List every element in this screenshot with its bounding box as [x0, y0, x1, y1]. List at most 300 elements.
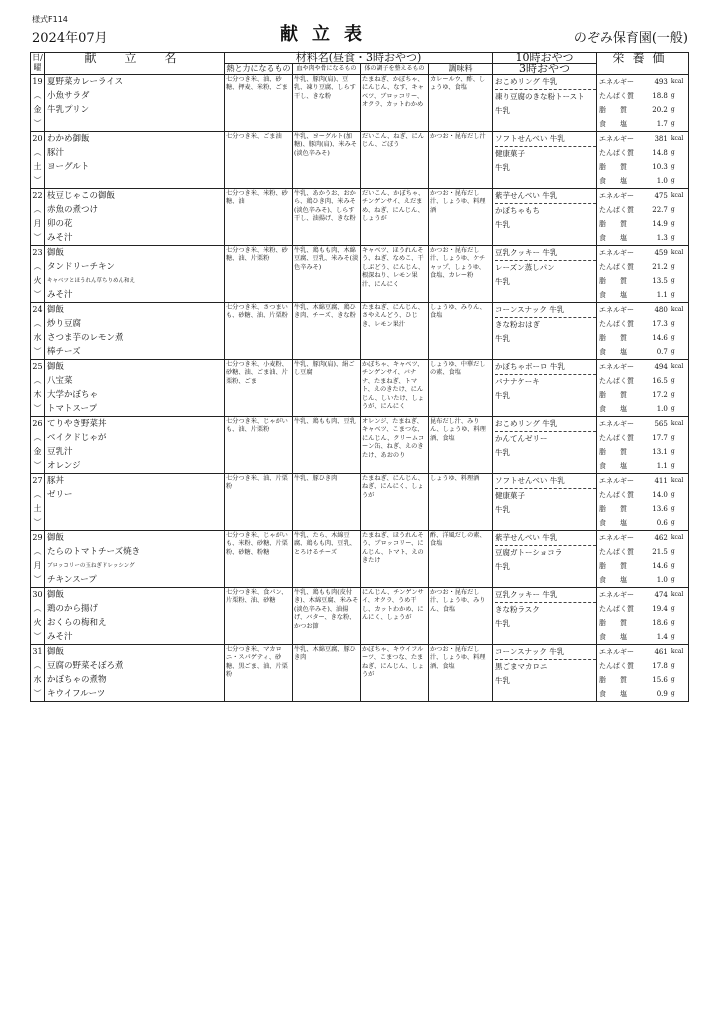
nutrition-header: 栄養価: [597, 53, 689, 75]
ingredient-condition: たまねぎ、にんじん、ねぎ、にんにく、しょうが: [361, 474, 429, 531]
snack-cell: [493, 246, 597, 303]
ingredient-seasoning: カレールウ、酢、しょうゆ、食塩: [429, 75, 493, 132]
snack-cell: [493, 132, 597, 189]
snack-pm-drink: 牛乳: [495, 562, 511, 571]
nutrient-value: 21.2: [652, 263, 668, 271]
nutrient-value: 17.2: [652, 391, 668, 399]
nutrient-unit: g: [670, 662, 675, 669]
nutrition-row: [599, 331, 688, 345]
snack-am: 豆乳クッキー 牛乳: [495, 246, 596, 261]
menu-day-row: [31, 645, 689, 702]
dish-name: たらのトマトチーズ焼き: [47, 547, 141, 557]
nutrient-unit: g: [670, 177, 675, 184]
snack-am: 豆乳クッキー 牛乳: [495, 588, 596, 603]
nutrition-row: [599, 317, 688, 331]
nutrient-label: 脂 質: [599, 334, 628, 342]
ingredient-energy: 七分つき米、米粉、砂糖、油: [225, 189, 293, 246]
snack-cell: [493, 360, 597, 417]
nutrition-row: [599, 274, 688, 288]
nutrient-unit: g: [670, 149, 675, 156]
nutrient-unit: g: [670, 377, 675, 384]
ingredients-header: 材料名(昼食・3時おやつ): [225, 53, 493, 64]
nutrition-row: [599, 459, 688, 473]
menu-day-row: [31, 531, 689, 588]
dish-name: 御飯: [47, 533, 65, 543]
dish-name: チキンスープ: [47, 575, 97, 585]
nutrient-label: たんぱく質: [599, 149, 635, 157]
nutrition-cell: [597, 417, 689, 474]
nutrient-unit: g: [670, 106, 675, 113]
nutrient-value: 411: [654, 477, 668, 485]
dish-cell: [45, 189, 225, 246]
snack-pm: バナナケーキ: [495, 377, 540, 386]
snack-pm: 凍り豆腐のきな粉トースト: [495, 92, 585, 101]
nutrition-row: [599, 573, 688, 587]
nutrition-row: [599, 531, 688, 545]
snack-am: おこめリング 牛乳: [495, 417, 596, 432]
dish-name: 八宝菜: [47, 376, 73, 386]
nutrient-value: 0.9: [656, 690, 668, 698]
nutrient-label: 脂 質: [599, 448, 628, 456]
dish-cell: [45, 417, 225, 474]
day-weekday: 火: [33, 618, 42, 627]
day-date: 24: [32, 305, 43, 314]
nutrient-label: 脂 質: [599, 220, 628, 228]
menu-table: [30, 52, 689, 702]
dish-name: ブロッコリーの玉ねぎドレッシング: [47, 563, 135, 569]
nutrition-row: [599, 602, 688, 616]
day-weekday: 木: [33, 390, 42, 399]
nutrient-value: 20.2: [652, 106, 668, 114]
dish-name: キャベツとほうれん草ちりめん和え: [47, 278, 136, 284]
ingredient-condition: たまねぎ、にんじん、さやえんどう、ひじき、レモン果汁: [361, 303, 429, 360]
nutrition-row: [599, 146, 688, 160]
dish-name: 御飯: [47, 590, 65, 600]
ingredient-seasoning: かつお・昆布だし汁: [429, 132, 493, 189]
nutrient-value: 1.1: [656, 291, 668, 299]
day-paren-open: ︵: [33, 604, 42, 613]
menu-name-header: 献 立 名: [45, 53, 225, 75]
snack-pm: 黒ごまマカロニ: [495, 662, 548, 671]
nutrient-label: たんぱく質: [599, 92, 635, 100]
snack-pm-drink: 牛乳: [495, 106, 511, 115]
nutrient-unit: kcal: [670, 648, 684, 655]
nutrition-row: [599, 687, 688, 701]
nutrient-label: 脂 質: [599, 391, 628, 399]
snack-am: ソフトせんべい 牛乳: [495, 132, 596, 147]
snack-am: かぼちゃボーロ 牛乳: [495, 360, 596, 375]
dish-name: みそ汁: [47, 290, 73, 300]
ingredient-energy: 七分つき米、マカロニ・スパゲティ、砂糖、黒ごま、油、片栗粉: [225, 645, 293, 702]
nutrient-value: 1.3: [656, 234, 668, 242]
day-paren-close: ︶: [33, 518, 42, 527]
ingredient-seasoning: しょうゆ、みりん、食塩: [429, 303, 493, 360]
nutrient-value: 13.5: [652, 277, 668, 285]
nutrient-unit: g: [670, 519, 675, 526]
nutrient-value: 1.0: [656, 177, 668, 185]
day-weekday: 金: [33, 447, 42, 456]
nutrient-unit: kcal: [670, 135, 684, 142]
dish-name: ベイクドじゃが: [47, 433, 107, 443]
ingredient-energy: 七分つき米、食パン、片栗粉、油、砂糖: [225, 588, 293, 645]
nutrient-label: 脂 質: [599, 562, 628, 570]
nutrient-unit: g: [670, 619, 675, 626]
nutrient-unit: kcal: [670, 363, 684, 370]
nutrition-row: [599, 117, 688, 131]
nutrition-row: [599, 132, 688, 146]
dish-name: タンドリーチキン: [47, 262, 115, 272]
nutrient-value: 14.6: [652, 334, 668, 342]
day-cell: [31, 189, 45, 246]
form-number: 様式F114: [32, 15, 68, 24]
ingredient-seasoning: かつお・昆布だし汁、しょうゆ、ケチャップ、しょうゆ、食塩、カレー粉: [429, 246, 493, 303]
snack-cell: [493, 531, 597, 588]
menu-day-row: [31, 474, 689, 531]
day-date: 26: [32, 419, 43, 428]
nutrient-unit: kcal: [670, 78, 684, 85]
dish-name: 夏野菜カレーライス: [47, 77, 124, 87]
day-paren-open: ︵: [33, 490, 42, 499]
ingredient-seasoning: 酢、洋風だしの素、食塩: [429, 531, 493, 588]
ingredient-condition: かぼちゃ、キウイフルーツ、こまつな、たまねぎ、にんじん、しょうが: [361, 645, 429, 702]
dish-name: 炒り豆腐: [47, 319, 82, 329]
day-weekday: 火: [33, 276, 42, 285]
ingredient-condition: だいこん、かぼちゃ、チンゲンサイ、えだまめ、ねぎ、にんじん、しょうが: [361, 189, 429, 246]
day-paren-open: ︵: [33, 91, 42, 100]
nutrient-unit: g: [670, 548, 675, 555]
snack-pm-drink: 牛乳: [495, 391, 511, 400]
nutrient-value: 462: [654, 534, 668, 542]
nutrient-unit: g: [670, 462, 675, 469]
nutrient-unit: g: [670, 320, 675, 327]
nutrient-unit: kcal: [670, 420, 684, 427]
day-weekday: 土: [33, 504, 42, 513]
ingredient-energy: 七分つき米、じゃがいも、米粉、砂糖、片栗粉、砂糖、粉糖: [225, 531, 293, 588]
nutrient-label: 食 塩: [599, 348, 628, 356]
dish-name: [47, 174, 224, 188]
dish-name: おくらの梅和え: [47, 618, 107, 628]
nutrient-label: 食 塩: [599, 405, 628, 413]
day-paren-close: ︶: [33, 233, 42, 242]
menu-day-row: [31, 588, 689, 645]
dish-name: 小魚サラダ: [47, 91, 90, 101]
dish-name: オレンジ: [47, 461, 81, 471]
snack-pm: かんてんゼリー: [495, 434, 548, 443]
day-paren-close: ︶: [33, 290, 42, 299]
nutrient-value: 17.7: [652, 434, 668, 442]
nutrient-value: 0.7: [656, 348, 668, 356]
nutrient-unit: g: [670, 163, 675, 170]
dish-name: 豚汁: [47, 148, 65, 158]
dish-name: [47, 516, 224, 530]
menu-day-row: [31, 246, 689, 303]
nutrient-value: 1.0: [656, 405, 668, 413]
nutrient-label: たんぱく質: [599, 605, 635, 613]
menu-day-row: [31, 75, 689, 132]
nutrient-value: 19.4: [652, 605, 668, 613]
snack-cell: [493, 75, 597, 132]
dish-name: ゼリー: [47, 490, 73, 500]
snack-pm: レーズン蒸しパン: [495, 263, 555, 272]
snack-cell: [493, 417, 597, 474]
snack-am-header: 10時おやつ: [493, 53, 597, 64]
dish-name: [47, 502, 224, 516]
nutrition-cell: [597, 588, 689, 645]
ingredient-condition: キャベツ、ほうれんそう、ねぎ、なめこ、干しぶどう、にんじん、根深ねり、レモン果汁、にんにく: [361, 246, 429, 303]
nutrient-value: 13.6: [652, 505, 668, 513]
nutrition-row: [599, 217, 688, 231]
day-weekday: 水: [33, 333, 42, 342]
dish-cell: [45, 588, 225, 645]
day-date: 20: [32, 134, 43, 143]
nutrition-row: [599, 160, 688, 174]
nutrition-cell: [597, 246, 689, 303]
menu-day-row: [31, 132, 689, 189]
nutrient-unit: g: [670, 391, 675, 398]
snack-pm-drink: 牛乳: [495, 676, 511, 685]
snack-pm-drink: 牛乳: [495, 220, 511, 229]
nutrition-row: [599, 246, 688, 260]
day-cell: [31, 360, 45, 417]
nutrient-label: エネルギー: [599, 135, 635, 143]
nutrient-value: 14.8: [652, 149, 668, 157]
ingredient-body: 牛乳、木綿豆腐、豚ひき肉: [293, 645, 361, 702]
day-cell: [31, 246, 45, 303]
nutrient-value: 14.0: [652, 491, 668, 499]
nutrition-row: [599, 203, 688, 217]
ingredient-condition: たまねぎ、ほうれんそう、ブロッコリー、にんじん、トマト、えのきたけ: [361, 531, 429, 588]
snack-cell: [493, 645, 597, 702]
nutrient-value: 15.6: [652, 676, 668, 684]
ingredient-energy: 七分つき米、ごま油: [225, 132, 293, 189]
day-paren-close: ︶: [33, 119, 42, 128]
snack-am: 紫芋せんべい 牛乳: [495, 189, 596, 204]
nutrient-value: 17.3: [652, 320, 668, 328]
nutrient-unit: g: [670, 263, 675, 270]
nutrition-row: [599, 417, 688, 431]
dish-cell: [45, 75, 225, 132]
ingredient-body: 牛乳、鶏もも肉(皮付き)、木綿豆腐、米みそ(淡色辛みそ)、油揚げ、バター、きな粉、かつお節: [293, 588, 361, 645]
ingredient-seasoning: しょうゆ、中華だしの素、食塩: [429, 360, 493, 417]
dish-name: 赤魚の煮つけ: [47, 205, 99, 215]
day-cell: [31, 588, 45, 645]
nutrient-label: たんぱく質: [599, 263, 635, 271]
dish-name: みそ汁: [47, 233, 73, 243]
nutrient-value: 461: [654, 648, 668, 656]
snack-pm: 豆腐ガトーショコラ: [495, 548, 563, 557]
day-paren-open: ︵: [33, 205, 42, 214]
nutrient-label: エネルギー: [599, 192, 635, 200]
nutrient-value: 565: [654, 420, 668, 428]
snack-cell: [493, 588, 597, 645]
nutrient-unit: g: [670, 92, 675, 99]
nutrition-row: [599, 75, 688, 89]
snack-am: 紫芋せんべい 牛乳: [495, 531, 596, 546]
dish-name: さつま芋のレモン煮: [47, 333, 124, 343]
ingredient-energy: 七分つき米、じゃがいも、油、片栗粉: [225, 417, 293, 474]
dish-cell: [45, 474, 225, 531]
day-date: 25: [32, 362, 43, 371]
ingredient-energy: 七分つき米、油、砂糖、押麦、米粉、ごま: [225, 75, 293, 132]
seasoning-header: 調味料: [429, 64, 493, 75]
snack-pm-drink: 牛乳: [495, 334, 511, 343]
nutrient-unit: kcal: [670, 591, 684, 598]
snack-pm-drink: 牛乳: [495, 505, 511, 514]
snack-pm-drink: 牛乳: [495, 448, 511, 457]
day-weekday: 土: [33, 162, 42, 171]
nutrition-row: [599, 431, 688, 445]
ingredient-body: 牛乳、豚肉(肩)、豆乳、凍り豆腐、しらす干し、きな粉: [293, 75, 361, 132]
nutrient-value: 1.1: [656, 462, 668, 470]
nutrient-label: 食 塩: [599, 120, 628, 128]
school-name: のぞみ保育園(一般): [573, 31, 688, 46]
nutrition-row: [599, 402, 688, 416]
day-paren-open: ︵: [33, 661, 42, 670]
snack-cell: [493, 303, 597, 360]
snack-am: コーンスナック 牛乳: [495, 645, 596, 660]
snack-pm: きな粉おはぎ: [495, 320, 541, 329]
snack-pm-drink: 牛乳: [495, 163, 511, 172]
dish-name: 御飯: [47, 248, 65, 258]
day-paren-close: ︶: [33, 461, 42, 470]
day-cell: [31, 303, 45, 360]
body-group-header: 血や肉や骨になるもの: [293, 64, 361, 75]
menu-day-row: [31, 360, 689, 417]
snack-pm: かぼちゃもち: [495, 206, 541, 215]
ingredient-energy: 七分つき米、油、片栗粉: [225, 474, 293, 531]
nutrient-value: 475: [654, 192, 668, 200]
dish-name: ヨーグルト: [47, 162, 90, 172]
snack-pm: 健康菓子: [495, 491, 526, 500]
ingredient-body: 牛乳、鶏もも肉、豆乳: [293, 417, 361, 474]
day-date: 31: [32, 647, 43, 656]
nutrition-row: [599, 103, 688, 117]
nutrient-value: 13.1: [652, 448, 668, 456]
day-paren-close: ︶: [33, 689, 42, 698]
nutrition-row: [599, 645, 688, 659]
nutrition-cell: [597, 531, 689, 588]
nutrient-label: たんぱく質: [599, 548, 635, 556]
nutrient-label: エネルギー: [599, 534, 635, 542]
nutrient-value: 381: [654, 135, 668, 143]
day-date: 27: [32, 476, 43, 485]
nutrient-value: 1.4: [656, 633, 668, 641]
dish-name: 御飯: [47, 362, 65, 372]
nutrient-value: 493: [654, 78, 668, 86]
day-paren-open: ︵: [33, 148, 42, 157]
ingredient-seasoning: かつお・昆布だし汁、しょうゆ、料理酒、食塩: [429, 645, 493, 702]
energy-group-header: 熱と力になるもの: [226, 64, 291, 73]
ingredient-energy: 七分つき米、小麦粉、砂糖、油、ごま油、片栗粉、ごま: [225, 360, 293, 417]
dish-name: 卯の花: [47, 219, 73, 229]
nutrient-label: エネルギー: [599, 477, 635, 485]
nutrient-label: 食 塩: [599, 462, 628, 470]
nutrient-unit: g: [670, 690, 675, 697]
day-paren-close: ︶: [33, 347, 42, 356]
nutrient-label: エネルギー: [599, 306, 635, 314]
dish-name: 枝豆じゃこの御飯: [47, 191, 116, 201]
ingredient-body: 牛乳、あかうお、おから、鶏ひき肉、米みそ(淡色辛みそ)、しらす干し、油揚げ、きな粉: [293, 189, 361, 246]
day-weekday: 水: [33, 675, 42, 684]
nutrition-cell: [597, 75, 689, 132]
nutrient-unit: g: [670, 277, 675, 284]
nutrient-unit: g: [670, 234, 675, 241]
nutrient-unit: g: [670, 220, 675, 227]
nutrient-value: 21.5: [652, 548, 668, 556]
nutrition-row: [599, 374, 688, 388]
nutrition-row: [599, 445, 688, 459]
dish-name: 豆腐の野菜そぼろ煮: [47, 661, 124, 671]
nutrient-unit: kcal: [670, 477, 684, 484]
ingredient-condition: かぼちゃ、キャベツ、チンゲンサイ、バナナ、たまねぎ、トマト、えのきたけ、にんじん、しいたけ、しょうが、にんにく: [361, 360, 429, 417]
nutrition-cell: [597, 360, 689, 417]
nutrient-label: 脂 質: [599, 106, 628, 114]
nutrient-unit: g: [670, 405, 675, 412]
nutrient-value: 14.9: [652, 220, 668, 228]
ingredient-condition: オレンジ、たまねぎ、キャベツ、こまつな、にんじん、クリームコーン缶、ねぎ、えのきたけ、あおのり: [361, 417, 429, 474]
ingredient-seasoning: 昆布だし汁、みりん、しょうゆ、料理酒、食塩: [429, 417, 493, 474]
dish-name: [47, 117, 224, 131]
condition-group-header: 体の調子を整えるもの: [361, 64, 429, 75]
nutrient-unit: g: [670, 120, 675, 127]
ingredient-seasoning: かつお・昆布だし汁、しょうゆ、料理酒: [429, 189, 493, 246]
day-date: 29: [32, 533, 43, 542]
nutrient-unit: kcal: [670, 249, 684, 256]
menu-day-row: [31, 189, 689, 246]
nutrient-value: 10.3: [652, 163, 668, 171]
snack-am: ソフトせんべい 牛乳: [495, 474, 596, 489]
nutrient-value: 459: [654, 249, 668, 257]
nutrient-unit: g: [670, 334, 675, 341]
nutrient-unit: g: [670, 348, 675, 355]
day-paren-close: ︶: [33, 176, 42, 185]
nutrient-value: 494: [654, 363, 668, 371]
day-paren-open: ︵: [33, 433, 42, 442]
nutrient-unit: g: [670, 291, 675, 298]
nutrition-row: [599, 388, 688, 402]
nutrient-label: たんぱく質: [599, 377, 635, 385]
snack-pm-header: 3時おやつ: [493, 64, 597, 75]
day-date: 30: [32, 590, 43, 599]
nutrition-cell: [597, 645, 689, 702]
nutrition-row: [599, 630, 688, 644]
nutrition-cell: [597, 303, 689, 360]
ingredient-body: 牛乳、たら、木綿豆腐、鶏もも肉、豆乳、とろけるチーズ: [293, 531, 361, 588]
day-paren-close: ︶: [33, 575, 42, 584]
dish-name: てりやき野菜丼: [47, 419, 107, 429]
dish-cell: [45, 645, 225, 702]
nutrient-label: エネルギー: [599, 420, 635, 428]
nutrition-row: [599, 502, 688, 516]
nutrition-row: [599, 231, 688, 245]
day-cell: [31, 531, 45, 588]
day-weekday: 月: [33, 561, 42, 570]
nutrition-row: [599, 516, 688, 530]
nutrient-unit: g: [670, 491, 675, 498]
nutrient-unit: kcal: [670, 306, 684, 313]
nutrient-unit: g: [670, 633, 675, 640]
nutrition-row: [599, 545, 688, 559]
nutrition-row: [599, 189, 688, 203]
ingredient-body: 牛乳、豚ひき肉: [293, 474, 361, 531]
nutrient-label: たんぱく質: [599, 434, 635, 442]
nutrient-label: エネルギー: [599, 591, 635, 599]
nutrient-unit: g: [670, 206, 675, 213]
nutrient-value: 22.7: [652, 206, 668, 214]
menu-month: 2024年07月: [32, 31, 108, 46]
nutrient-label: 食 塩: [599, 177, 628, 185]
nutrient-unit: g: [670, 434, 675, 441]
